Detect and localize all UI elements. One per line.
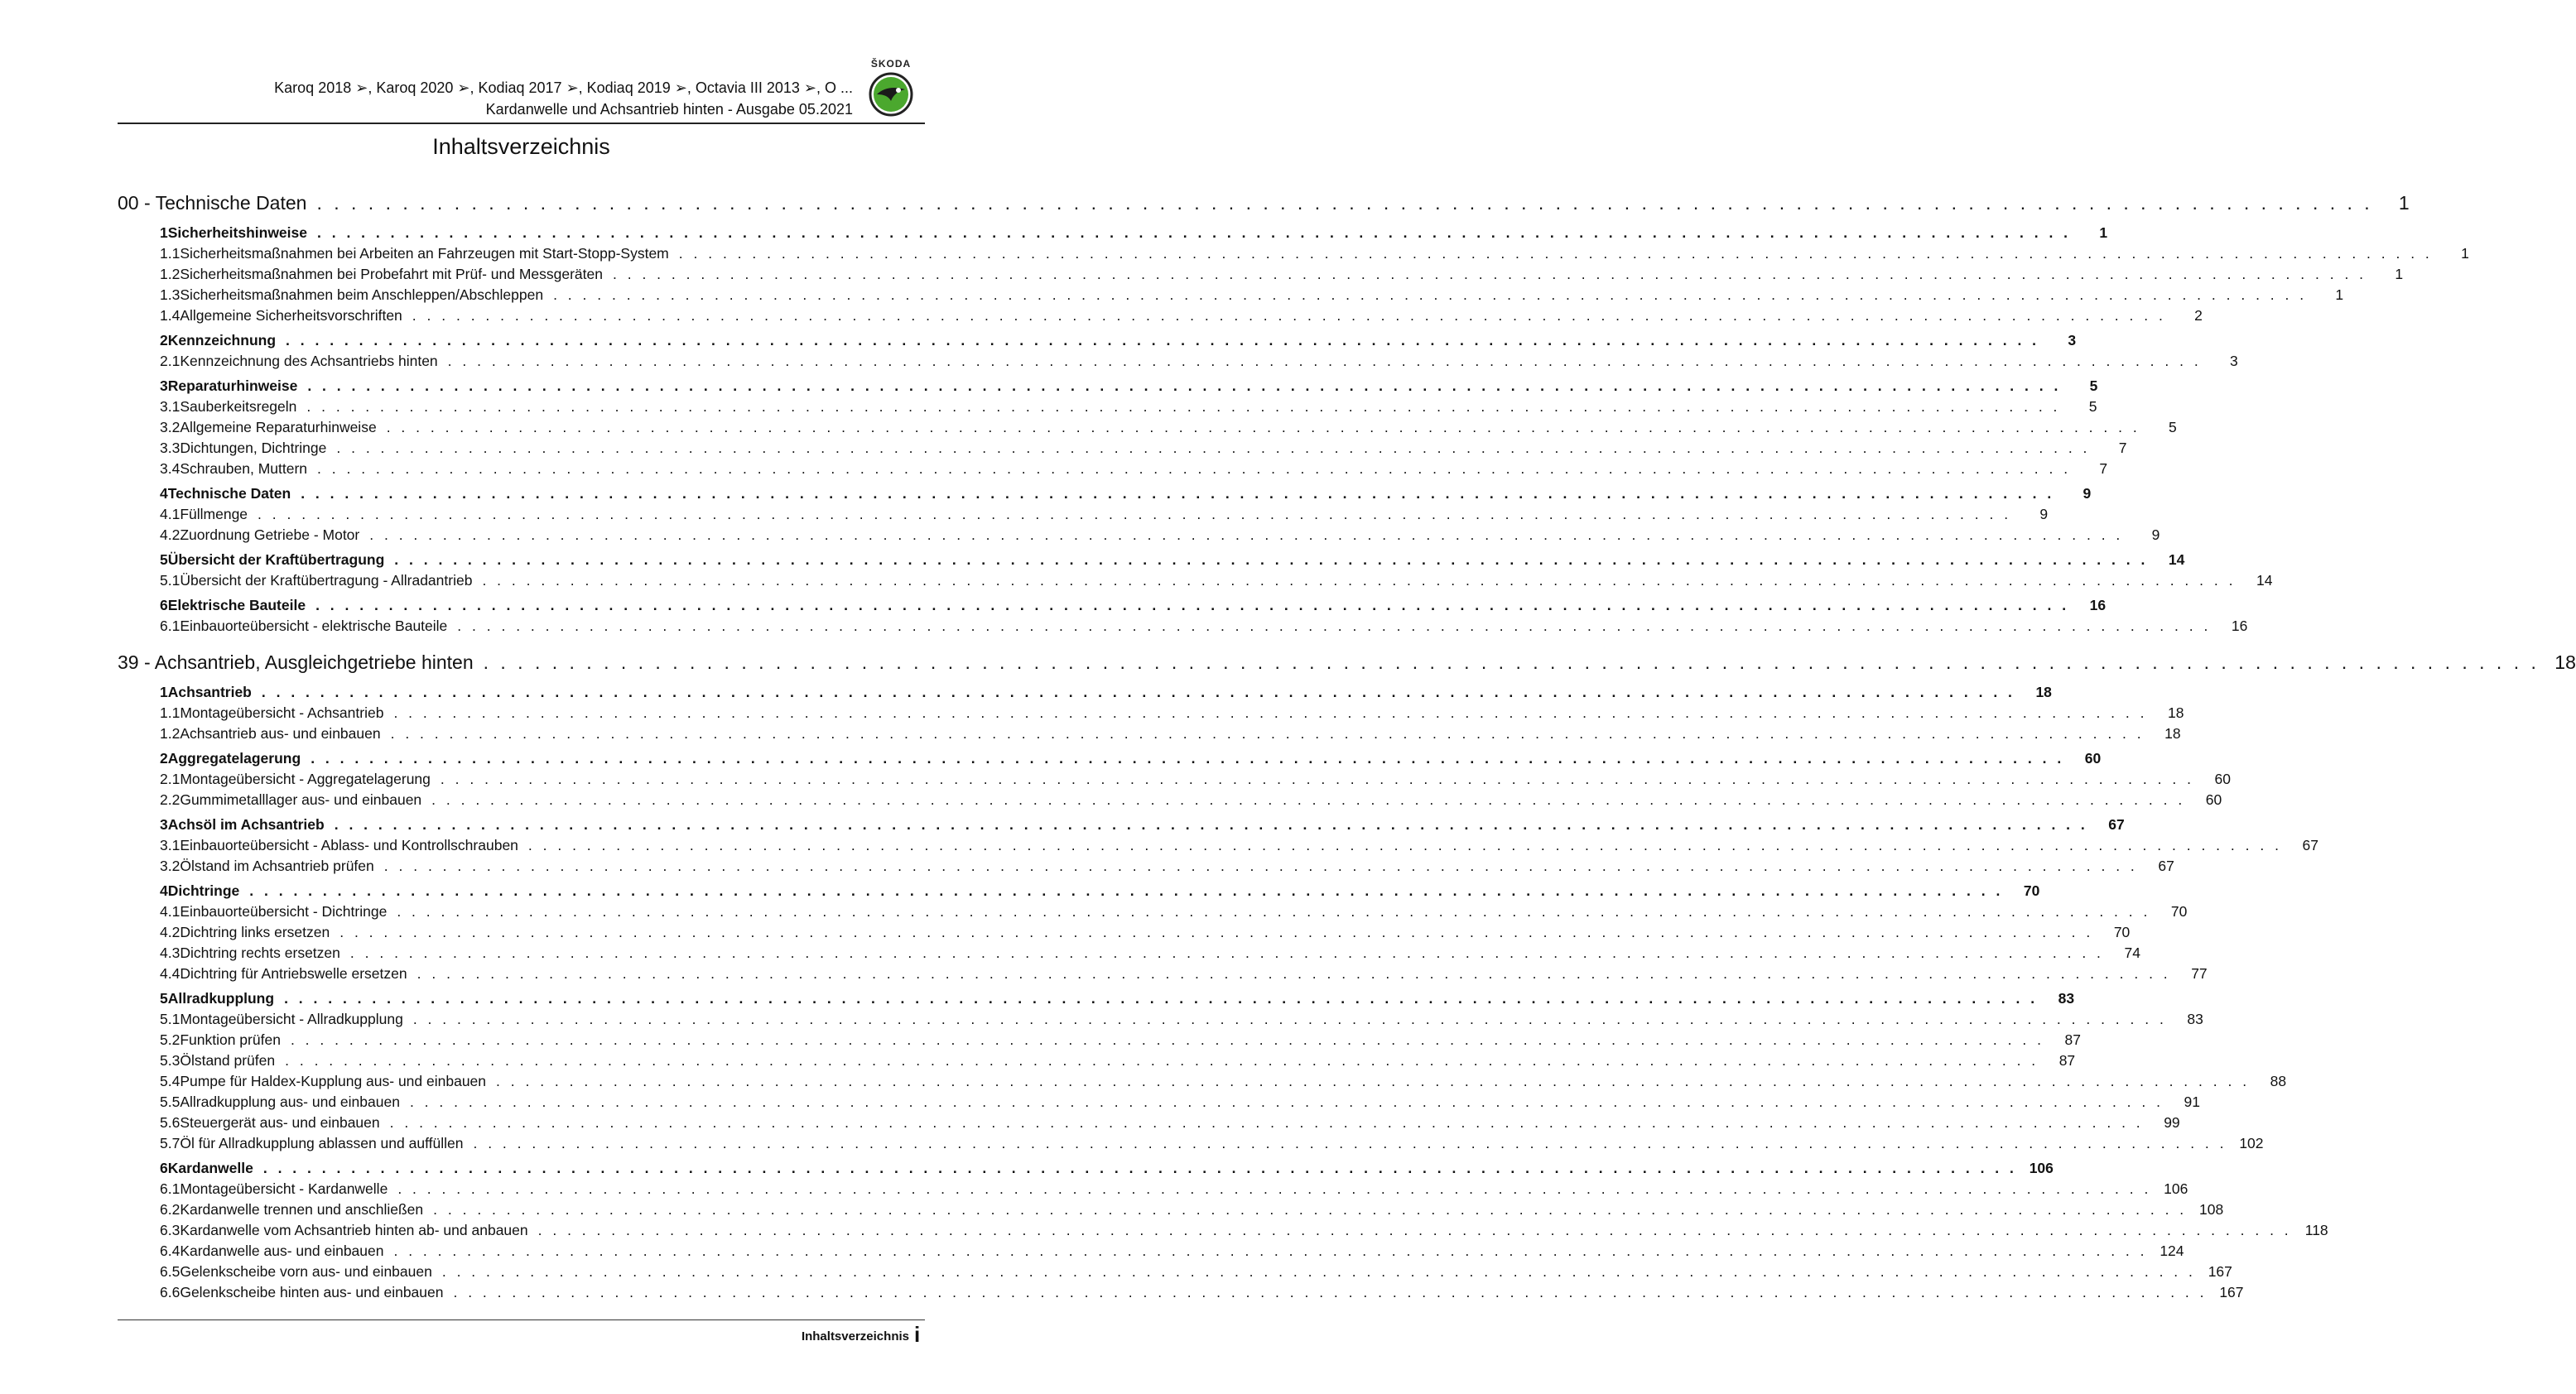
entry-title: Dichtungen, Dichtringe [180, 440, 327, 456]
dot-leader: . . . . . . . . . . . . . . . . . . . . . . . . . . . . . . . . . . . . . . . . . . . . . . . . . . . . . . . . . . . . . . . . . . . . . . . . . . . . . . . . . . . . . . . . . . . . . . . . . . . . . . . . . . . . . . . . . . . . . . . . [441, 1263, 2196, 1280]
toc-entry[interactable] [118, 837, 2318, 858]
toc-entry[interactable] [118, 1114, 2180, 1135]
entry-page: 16 [2089, 597, 2107, 613]
page-title: Inhaltsverzeichnis [432, 134, 610, 159]
entry-title: Dichtring für Antriebswelle ersetzen [180, 965, 407, 982]
entry-page: 60 [2214, 771, 2231, 787]
entry-title: Dichtring rechts ersetzen [180, 945, 340, 961]
toc-chapter[interactable] [118, 651, 2576, 680]
entry-title: Zuordnung Getriebe - Motor [180, 526, 360, 543]
entry-page: 1 [2398, 192, 2410, 214]
dot-leader: . . . . . . . . . . . . . . . . . . . . . . . . . . . . . . . . . . . . . . . . . . . . . . . . . . . . . . . . . . . . . . . . . . . . . . . . . . . . . . . . . . . . . . . . . . . . . . . . . . . . . . . . . . . . . . . . . . . . . . . . [393, 1243, 2148, 1259]
dot-leader: . . . . . . . . . . . . . . . . . . . . . . . . . . . . . . . . . . . . . . . . . . . . . . . . . . . . . . . . . . . . . . . . . . . . . . . . . . . . . . . . . . . . . . . . . . . . . . . . . . . . . . . . . . . . . . . . . . . . . . . . [394, 551, 2149, 568]
entry-title: Schrauben, Muttern [180, 460, 308, 477]
entry-title: Dichtringe [167, 882, 240, 899]
entry-number: 1.2 [160, 725, 181, 742]
entry-title: Kardanwelle trennen und anschließen [180, 1201, 424, 1218]
toc-entry[interactable] [118, 572, 2273, 593]
entry-number: 5.4 [160, 1073, 181, 1089]
entry-page: 70 [2170, 903, 2188, 920]
toc-entry[interactable] [118, 1135, 2264, 1156]
entry-page: 167 [2219, 1284, 2244, 1300]
dot-leader: . . . . . . . . . . . . . . . . . . . . . . . . . . . . . . . . . . . . . . . . . . . . . . . . . . . . . . . . . . . . . . . . . . . . . . . . . . . . . . . . . . . . . . . . . . . . . . . . . . . . . . . . . . . . . . . . . . . . . . . . [290, 1031, 2044, 1048]
entry-page: 124 [2160, 1243, 2184, 1259]
entry-number: 5.1 [160, 572, 181, 589]
entry-number: 6 [160, 1160, 168, 1176]
entry-title: Kardanwelle vom Achsantrieb hinten ab- und anbauen [180, 1222, 528, 1238]
entry-page: 9 [2039, 506, 2049, 522]
entry-page: 167 [2208, 1263, 2232, 1280]
toc-section[interactable] [118, 1160, 2054, 1180]
entry-title: Ölstand prüfen [180, 1052, 276, 1069]
dot-leader: . . . . . . . . . . . . . . . . . . . . . . . . . . . . . . . . . . . . . . . . . . . . . . . . . . . . . . . . . . . . . . . . . . . . . . . . . . . . . . . . . . . . . . . . . . . . . . . . . . . . . . . . . . . . . . . . . . . . . . . . [412, 307, 2166, 324]
toc-entry[interactable] [118, 1073, 2287, 1094]
entry-page: 102 [2239, 1135, 2264, 1151]
dot-leader: . . . . . . . . . . . . . . . . . . . . . . . . . . . . . . . . . . . . . . . . . . . . . . . . . . . . . . . . . . . . . . . . . . . . . . . . . . . . . . . . . . . . . . . . . . . . . . . . . . . . . . . . . . . . . . . . . . . . . . . . [317, 224, 2072, 241]
entry-page: 91 [2184, 1094, 2200, 1110]
entry-page: 88 [2270, 1073, 2287, 1089]
entry-page: 67 [2302, 837, 2318, 853]
toc-entry[interactable] [118, 1284, 2244, 1305]
dot-leader: . . . . . . . . . . . . . . . . . . . . . . . . . . . . . . . . . . . . . . . . . . . . . . . . . . . . . . . . . . . . . . . . . . . . . . . . . . . . . . . . . . . . . . . . . . . . . . . . . . . . . . . . . . . . . . . . . . . . . . . . [416, 965, 2171, 982]
entry-title: Achsantrieb aus- und einbauen [180, 725, 381, 742]
dot-leader: . . . . . . . . . . . . . . . . . . . . . . . . . . . . . . . . . . . . . . . . . . . . . . . . . . . . . . . . . . . . . . . . . . . . . . . . . . . . . . . . . . . . . . . . . . . . . . . . . . . . . . . . . . . . . . . . . . . . . . . . [311, 750, 2065, 767]
toc-section[interactable] [118, 485, 2092, 506]
entry-number: 4.1 [160, 903, 181, 920]
toc-entry[interactable] [118, 704, 2184, 725]
toc-entry[interactable] [118, 924, 2131, 945]
dot-leader: . . . . . . . . . . . . . . . . . . . . . . . . . . . . . . . . . . . . . . . . . . . . . . . . . . . . . . . . . . . . . . . . . . . . . . . . . . . . . . . . . . . . . . . . . . . . . . . . . . . . . . . . . . . . . . . . . . . . . . . . [397, 903, 2151, 920]
entry-number: 1.3 [160, 286, 181, 303]
dot-leader: . . . . . . . . . . . . . . . . . . . . . . . . . . . . . . . . . . . . . . . . . . . . . . . . . . . . . . . . . . . . . . . . . . . . . . . . . . . . . . . . . . . . . . . . . . . . . . . . . . . . . . . . . . . . . . . . . . . . . . . . [386, 419, 2140, 435]
toc-entry[interactable] [118, 398, 2097, 419]
entry-title: Pumpe für Haldex-Kupplung aus- und einbauen [180, 1073, 487, 1089]
dot-leader: . . . . . . . . . . . . . . . . . . . . . . . . . . . . . . . . . . . . . . . . . . . . . . . . . . . . . . . . . . . . . . . . . . . . . . . . . . . . . . . . . . . . . . . . . . . . . . . . . . . . . . . . . . . . . . . . . . . . . . . . [258, 506, 2012, 522]
entry-number: 5.2 [160, 1031, 181, 1048]
footer-rule [118, 1319, 925, 1320]
entry-title: Steuergerät aus- und einbauen [180, 1114, 380, 1131]
dot-leader: . . . . . . . . . . . . . . . . . . . . . . . . . . . . . . . . . . . . . . . . . . . . . . . . . . . . . . . . . . . . . . . . . . . . . . . . . . . . . . . . . . . . . . . . . . . . . . . . . . . . . . . . . . . . . . . . . . . . . . . . [613, 266, 2367, 282]
toc-section[interactable] [118, 750, 2102, 771]
entry-number: 6.1 [160, 1180, 181, 1197]
entry-title: Montageübersicht - Achsantrieb [180, 704, 384, 721]
dot-leader: . . . . . . . . . . . . . . . . . . . . . . . . . . . . . . . . . . . . . . . . . . . . . . . . . . . . . . . . . . . . . . . . . . . . . . . . . . . . . . . . . . . . . . . . . . . . . . . . . . . . . . . . . . . . . . . . . . . . . . . . [496, 1073, 2251, 1089]
dot-leader: . . . . . . . . . . . . . . . . . . . . . . . . . . . . . . . . . . . . . . . . . . . . . . . . . . . . . . . . . . . . . . . . . . . . . . . . . . . . . . . . . . . . . . . . . . . . . . . . . . . . . . . . . . . . . . . . . . . . . . . . [336, 440, 2091, 456]
entry-title: Sicherheitsmaßnahmen bei Arbeiten an Fahrzeugen mit Start-Stopp-System [180, 245, 669, 262]
dot-leader: . . . . . . . . . . . . . . . . . . . . . . . . . . . . . . . . . . . . . . . . . . . . . . . . . . . . . . . . . . . . . . . . . . . . . . . . . . . . . . . . . . . . . . . . . . . . . . . . . . . . . . . . . . . . . . . . . . . . . . . . [383, 858, 2138, 874]
toc-entry[interactable] [118, 1180, 2188, 1201]
entry-number: 4 [160, 882, 168, 899]
entry-number: 1.2 [160, 266, 181, 282]
toc-entry[interactable] [118, 1201, 2224, 1222]
dot-leader: . . . . . . . . . . . . . . . . . . . . . . . . . . . . . . . . . . . . . . . . . . . . . . . . . . . . . . . . . . . . . . . . . . . . . . . . . . . . . . . . . . . . . . . . . . . . . . . . . . . . . . . . . . . . . . . . . . . . . . . . [390, 725, 2145, 742]
entry-title: Kennzeichnung [167, 332, 277, 348]
entry-page: 67 [2108, 816, 2125, 833]
entry-page: 60 [2084, 750, 2102, 767]
entry-number: 6.1 [160, 618, 181, 634]
entry-page: 3 [2229, 353, 2238, 369]
entry-number: 6.5 [160, 1263, 181, 1280]
entry-page: 9 [2082, 485, 2092, 502]
entry-title: Achsöl im Achsantrieb [167, 816, 325, 833]
entry-title: Allgemeine Sicherheitsvorschriften [180, 307, 402, 324]
entry-title: Montageübersicht - Allradkupplung [180, 1011, 403, 1027]
toc-entry[interactable] [118, 1094, 2200, 1114]
brand-name: ŠKODA [870, 58, 912, 70]
dot-leader: . . . . . . . . . . . . . . . . . . . . . . . . . . . . . . . . . . . . . . . . . . . . . . . . . . . . . . . . . . . . . . . . . . . . . . . . . . . . . . . . . . . . . . . . . . . . . . . . . . . . . . . . . . . . . . . . . . . . . . . . [678, 245, 2433, 262]
dot-leader: . . . . . . . . . . . . . . . . . . . . . . . . . . . . . . . . . . . . . . . . . . . . . . . . . . . . . . . . . . . . . . . . . . . . . . . . . . . . . . . . . . . . . . . . . . . . . . . . . . . . . . . . . . . . . . . . . . . . . . . . [306, 398, 2061, 415]
dot-leader: . . . . . . . . . . . . . . . . . . . . . . . . . . . . . . . . . . . . . . . . . . . . . . . . . . . . . . . . . . . . . . . . . . . . . . . . . . . . . . . . . . . . . . . . . . . . . . . . . . . . . . . . . . . . . . . . . . . . . . . . [339, 924, 2094, 940]
entry-title: Öl für Allradkupplung ablassen und auffüllen [180, 1135, 464, 1151]
entry-title: Allradkupplung [167, 990, 275, 1007]
toc-entry[interactable] [118, 1263, 2232, 1284]
entry-page: 14 [2168, 551, 2185, 568]
toc-entry[interactable] [118, 506, 2049, 526]
entry-title: Sicherheitsmaßnahmen bei Probefahrt mit Prüf- und Messgeräten [180, 266, 603, 282]
skoda-wing-icon [864, 70, 918, 118]
toc-entry[interactable] [118, 307, 2203, 328]
dot-leader: . . . . . . . . . . . . . . . . . . . . . . . . . . . . . . . . . . . . . . . . . . . . . . . . . . . . . . . . . . . . . . . . . . . . . . . . . . . . . . . . . . . . . . . . . . . . . . . . . . . . . . . . . . . . . . . . . . . . . . . . [447, 353, 2202, 369]
entry-page: 67 [2158, 858, 2174, 874]
entry-number: 6.2 [160, 1201, 181, 1218]
toc-entry[interactable] [118, 1052, 2076, 1073]
dot-leader: . . . . . . . . . . . . . . . . . . . . . . . . . . . . . . . . . . . . . . . . . . . . . . . . . . . . . . . . . . . . . . . . . . . . . . . . . . . . . . . . . . . . . . . . . . . . . . . . . . . . . . . . . . . . . . . . . . . . . . . . [334, 816, 2088, 833]
entry-page: 5 [2169, 419, 2177, 435]
dot-leader: . . . . . . . . . . . . . . . . . . . . . . . . . . . . . . . . . . . . . . . . . . . . . . . . . . . . . . . . . . . . . . . . . . . . . . . . . . . . . . . . . . . . . . . . . . . . . . . . . . . . . . . . . . . . . . . . . . . . . . . . [316, 192, 2373, 214]
entry-title: Sicherheitshinweise [167, 224, 307, 241]
entry-number: 1.4 [160, 307, 181, 324]
toc-entry[interactable] [118, 526, 2160, 547]
entry-number: 5.3 [160, 1052, 181, 1069]
entry-number: 3.4 [160, 460, 181, 477]
dot-leader: . . . . . . . . . . . . . . . . . . . . . . . . . . . . . . . . . . . . . . . . . . . . . . . . . . . . . . . . . . . . . . . . . . . . . . . . . . . . . . . . . . . . . . . . . . . . . . . . . . . . . . . . . . . . . . . . . . . . . . . . [453, 1284, 2208, 1300]
toc-entry[interactable] [118, 965, 2208, 986]
entry-title: Gelenkscheibe vorn aus- und einbauen [180, 1263, 432, 1280]
entry-number: 4.4 [160, 965, 181, 982]
entry-page: 87 [2058, 1052, 2076, 1069]
toc-section[interactable] [118, 224, 2108, 245]
toc-entry[interactable] [118, 945, 2140, 965]
toc-entry[interactable] [118, 1011, 2203, 1031]
dot-leader: . . . . . . . . . . . . . . . . . . . . . . . . . . . . . . . . . . . . . . . . . . . . . . . . . . . . . . . . . . . . . . . . . . . . . . . . . . . . . . . . . . . . . . . . . . . . . . . . . . . . . . . . . . . . . . . . . . . . . . . . [315, 597, 2070, 613]
dot-leader: . . . . . . . . . . . . . . . . . . . . . . . . . . . . . . . . . . . . . . . . . . . . . . . . . . . . . . . . . . . . . . . . . . . . . . . . . . . . . . . . . . . . . . . . . . . . . . . . . . . . . . . . . . . . . . . . . . . . . . . . [412, 1011, 2167, 1027]
entry-title: Gelenkscheibe hinten aus- und einbauen [180, 1284, 444, 1300]
entry-page: 108 [2198, 1201, 2224, 1218]
entry-title: Kennzeichnung des Achsantriebs hinten [180, 353, 438, 369]
entry-page: 87 [2064, 1031, 2081, 1048]
entry-title: Ölstand im Achsantrieb prüfen [180, 858, 374, 874]
dot-leader: . . . . . . . . . . . . . . . . . . . . . . . . . . . . . . . . . . . . . . . . . . . . . . . . . . . . . . . . . . . . . . . . . . . . . . . . . . . . . . . . . . . . . . . . . . . . . . . . . . . . . . . . . . . . . . . . . . . . . . . . [393, 704, 2148, 721]
entry-page: 70 [2113, 924, 2131, 940]
entry-title: Einbauorteübersicht - elektrische Bauteile [180, 618, 448, 634]
entry-number: 6.3 [160, 1222, 181, 1238]
entry-page: 1 [2395, 266, 2404, 282]
entry-title: Achsantrieb [167, 684, 252, 700]
entry-number: 4.2 [160, 924, 181, 940]
entry-title: Aggregatelagerung [167, 750, 301, 767]
toc-entry[interactable] [118, 266, 2404, 286]
toc-section[interactable] [118, 597, 2107, 618]
toc-entry[interactable] [118, 903, 2188, 924]
entry-number: 5.1 [160, 1011, 181, 1027]
dot-leader: . . . . . . . . . . . . . . . . . . . . . . . . . . . . . . . . . . . . . . . . . . . . . . . . . . . . . . . . . . . . . . . . . . . . . . . . . . . . . . . . . . . . . . . . . . . . . . . . . . . . . . . . . . . . . . . . . . . . . . . . [397, 1180, 2152, 1197]
entry-title: Einbauorteübersicht - Ablass- und Kontrollschrauben [180, 837, 518, 853]
footer-label: Inhaltsverzeichnis [801, 1329, 909, 1344]
entry-page: 7 [2118, 440, 2127, 456]
toc-chapter[interactable] [118, 192, 2410, 220]
entry-number: 3.1 [160, 837, 181, 853]
entry-title: Allradkupplung aus- und einbauen [180, 1094, 400, 1110]
entry-title: Sicherheitsmaßnahmen beim Anschleppen/Abschleppen [180, 286, 544, 303]
dot-leader: . . . . . . . . . . . . . . . . . . . . . . . . . . . . . . . . . . . . . . . . . . . . . . . . . . . . . . . . . . . . . . . . . . . . . . . . . . . . . . . . . . . . . . . . . . . . . . . . . . . . . . . . . . . . . . . . . . . . . . . . [249, 882, 2004, 899]
header-subtitle: Kardanwelle und Achsantrieb hinten - Ausgabe 05.2021 [485, 101, 853, 118]
entry-number: 3.2 [160, 858, 181, 874]
dot-leader: . . . . . . . . . . . . . . . . . . . . . . . . . . . . . . . . . . . . . . . . . . . . . . . . . . . . . . . . . . . . . . . . . . . . . . . . . . . . . . . . . . . . . . . . . . . . . . . . . . . . . . . . . . . . . . . . . . . . . . . . [527, 837, 2282, 853]
entry-number: 3.1 [160, 398, 181, 415]
entry-number: 4.1 [160, 506, 181, 522]
toc-entry[interactable] [118, 725, 2181, 746]
entry-number: 1 [160, 224, 168, 241]
toc-entry[interactable] [118, 460, 2108, 481]
entry-number: 2 [160, 332, 168, 348]
toc-section[interactable] [118, 684, 2052, 704]
entry-title: Übersicht der Kraftübertragung - Allradantrieb [180, 572, 473, 589]
entry-page: 1 [2335, 286, 2344, 303]
entry-number: 3.3 [160, 440, 181, 456]
dot-leader: . . . . . . . . . . . . . . . . . . . . . . . . . . . . . . . . . . . . . . . . . . . . . . . . . . . . . . . . . . . . . . . . . . . . . . . . . . . . . . . . . . . . . . . . . . . . . . . . . . . . . . . . . . . . . . . . . . . . . . . . [285, 1052, 2039, 1069]
entry-page: 16 [2231, 618, 2248, 634]
dot-leader: . . . . . . . . . . . . . . . . . . . . . . . . . . . . . . . . . . . . . . . . . . . . . . . . . . . . . . . . . . . . . . . . . . . . . . . . . . . . . . . . . . . . . . . . . . . . . . . . . . . . . . . . . . . . . . . . . . . . . . . . [483, 651, 2540, 673]
entry-page: 77 [2191, 965, 2208, 982]
toc-section[interactable] [118, 377, 2098, 398]
entry-number: 5.5 [160, 1094, 181, 1110]
dot-leader: . . . . . . . . . . . . . . . . . . . . . . . . . . . . . . . . . . . . . . . . . . . . . . . . . . . . . . . . . . . . . . . . . . . . . . . . . . . . . . . . . . . . . . . . . . . . . . . . . . . . . . . . . . . . . . . . . . . . . . . . [262, 1160, 2017, 1176]
entry-number: 3 [160, 816, 168, 833]
entry-title: Füllmenge [180, 506, 248, 522]
toc-section[interactable] [118, 332, 2077, 353]
entry-number: 6.6 [160, 1284, 181, 1300]
entry-title: Sauberkeitsregeln [180, 398, 297, 415]
toc-section[interactable] [118, 882, 2040, 903]
footer-page-number: i [914, 1322, 921, 1347]
entry-page: 60 [2205, 791, 2222, 808]
toc-entry[interactable] [118, 1031, 2081, 1052]
entry-number: 3.2 [160, 419, 181, 435]
entry-number: 4 [160, 485, 168, 502]
entry-number: 2.2 [160, 791, 181, 808]
entry-title: Übersicht der Kraftübertragung [167, 551, 385, 568]
entry-title: Reparaturhinweise [167, 377, 298, 394]
entry-page: 83 [2187, 1011, 2203, 1027]
entry-title: 39 - Achsantrieb, Ausgleichgetriebe hinten [118, 651, 474, 673]
dot-leader: . . . . . . . . . . . . . . . . . . . . . . . . . . . . . . . . . . . . . . . . . . . . . . . . . . . . . . . . . . . . . . . . . . . . . . . . . . . . . . . . . . . . . . . . . . . . . . . . . . . . . . . . . . . . . . . . . . . . . . . . [537, 1222, 2292, 1238]
toc-entry[interactable] [118, 419, 2177, 440]
entry-number: 5.6 [160, 1114, 181, 1131]
entry-title: Einbauorteübersicht - Dichtringe [180, 903, 388, 920]
entry-page: 18 [2164, 725, 2181, 742]
entry-number: 1 [160, 684, 168, 700]
entry-number: 5 [160, 990, 168, 1007]
entry-title: Montageübersicht - Kardanwelle [180, 1180, 388, 1197]
toc-entry[interactable] [118, 791, 2222, 812]
entry-number: 2.1 [160, 353, 181, 369]
toc-section[interactable] [118, 990, 2075, 1011]
dot-leader: . . . . . . . . . . . . . . . . . . . . . . . . . . . . . . . . . . . . . . . . . . . . . . . . . . . . . . . . . . . . . . . . . . . . . . . . . . . . . . . . . . . . . . . . . . . . . . . . . . . . . . . . . . . . . . . . . . . . . . . . [317, 460, 2072, 477]
dot-leader: . . . . . . . . . . . . . . . . . . . . . . . . . . . . . . . . . . . . . . . . . . . . . . . . . . . . . . . . . . . . . . . . . . . . . . . . . . . . . . . . . . . . . . . . . . . . . . . . . . . . . . . . . . . . . . . . . . . . . . . . [473, 1135, 2227, 1151]
entry-page: 99 [2164, 1114, 2180, 1131]
entry-number: 2.1 [160, 771, 181, 787]
entry-number: 1.1 [160, 704, 181, 721]
entry-page: 2 [2194, 307, 2203, 324]
entry-page: 83 [2058, 990, 2075, 1007]
entry-title: Montageübersicht - Aggregatelagerung [180, 771, 431, 787]
dot-leader: . . . . . . . . . . . . . . . . . . . . . . . . . . . . . . . . . . . . . . . . . . . . . . . . . . . . . . . . . . . . . . . . . . . . . . . . . . . . . . . . . . . . . . . . . . . . . . . . . . . . . . . . . . . . . . . . . . . . . . . . [409, 1094, 2164, 1110]
dot-leader: . . . . . . . . . . . . . . . . . . . . . . . . . . . . . . . . . . . . . . . . . . . . . . . . . . . . . . . . . . . . . . . . . . . . . . . . . . . . . . . . . . . . . . . . . . . . . . . . . . . . . . . . . . . . . . . . . . . . . . . . [457, 618, 2212, 634]
toc-entry[interactable] [118, 286, 2344, 307]
entry-page: 106 [2029, 1160, 2054, 1176]
toc-entry[interactable] [118, 858, 2174, 878]
entry-title: Technische Daten [167, 485, 291, 502]
dot-leader: . . . . . . . . . . . . . . . . . . . . . . . . . . . . . . . . . . . . . . . . . . . . . . . . . . . . . . . . . . . . . . . . . . . . . . . . . . . . . . . . . . . . . . . . . . . . . . . . . . . . . . . . . . . . . . . . . . . . . . . . [389, 1114, 2144, 1131]
entry-title: Funktion prüfen [180, 1031, 281, 1048]
entry-page: 1 [2099, 224, 2108, 241]
entry-page: 14 [2256, 572, 2273, 589]
dot-leader: . . . . . . . . . . . . . . . . . . . . . . . . . . . . . . . . . . . . . . . . . . . . . . . . . . . . . . . . . . . . . . . . . . . . . . . . . . . . . . . . . . . . . . . . . . . . . . . . . . . . . . . . . . . . . . . . . . . . . . . . [369, 526, 2124, 543]
dot-leader: . . . . . . . . . . . . . . . . . . . . . . . . . . . . . . . . . . . . . . . . . . . . . . . . . . . . . . . . . . . . . . . . . . . . . . . . . . . . . . . . . . . . . . . . . . . . . . . . . . . . . . . . . . . . . . . . . . . . . . . . [440, 771, 2194, 787]
entry-title: Elektrische Bauteile [167, 597, 306, 613]
toc-entry[interactable] [118, 1222, 2328, 1243]
dot-leader: . . . . . . . . . . . . . . . . . . . . . . . . . . . . . . . . . . . . . . . . . . . . . . . . . . . . . . . . . . . . . . . . . . . . . . . . . . . . . . . . . . . . . . . . . . . . . . . . . . . . . . . . . . . . . . . . . . . . . . . . [349, 945, 2104, 961]
entry-number: 6 [160, 597, 168, 613]
entry-page: 3 [2068, 332, 2077, 348]
toc-entry[interactable] [118, 245, 2469, 266]
table-of-contents [118, 187, 2576, 1305]
entry-number: 5.7 [160, 1135, 181, 1151]
dot-leader: . . . . . . . . . . . . . . . . . . . . . . . . . . . . . . . . . . . . . . . . . . . . . . . . . . . . . . . . . . . . . . . . . . . . . . . . . . . . . . . . . . . . . . . . . . . . . . . . . . . . . . . . . . . . . . . . . . . . . . . . [431, 791, 2186, 808]
entry-page: 118 [2304, 1222, 2328, 1238]
dot-leader: . . . . . . . . . . . . . . . . . . . . . . . . . . . . . . . . . . . . . . . . . . . . . . . . . . . . . . . . . . . . . . . . . . . . . . . . . . . . . . . . . . . . . . . . . . . . . . . . . . . . . . . . . . . . . . . . . . . . . . . . [284, 990, 2039, 1007]
dot-leader: . . . . . . . . . . . . . . . . . . . . . . . . . . . . . . . . . . . . . . . . . . . . . . . . . . . . . . . . . . . . . . . . . . . . . . . . . . . . . . . . . . . . . . . . . . . . . . . . . . . . . . . . . . . . . . . . . . . . . . . . [553, 286, 2308, 303]
entry-page: 9 [2151, 526, 2160, 543]
chapter-gap [118, 638, 925, 647]
skoda-logo [864, 58, 918, 119]
toc-entry[interactable] [118, 440, 2127, 460]
entry-title: Dichtring links ersetzen [180, 924, 330, 940]
dot-leader: . . . . . . . . . . . . . . . . . . . . . . . . . . . . . . . . . . . . . . . . . . . . . . . . . . . . . . . . . . . . . . . . . . . . . . . . . . . . . . . . . . . . . . . . . . . . . . . . . . . . . . . . . . . . . . . . . . . . . . . . [301, 485, 2055, 502]
entry-title: Allgemeine Reparaturhinweise [180, 419, 377, 435]
toc-entry[interactable] [118, 353, 2238, 373]
header-rule [118, 123, 925, 124]
entry-page: 18 [2168, 704, 2184, 721]
entry-number: 4.3 [160, 945, 181, 961]
entry-page: 70 [2023, 882, 2040, 899]
header-models: Karoq 2018 ➢, Karoq 2020 ➢, Kodiaq 2017 ➢, Kodiaq 2019 ➢, Octavia III 2013 ➢, O ... [274, 79, 853, 96]
dot-leader: . . . . . . . . . . . . . . . . . . . . . . . . . . . . . . . . . . . . . . . . . . . . . . . . . . . . . . . . . . . . . . . . . . . . . . . . . . . . . . . . . . . . . . . . . . . . . . . . . . . . . . . . . . . . . . . . . . . . . . . . [261, 684, 2015, 700]
toc-section[interactable] [118, 816, 2125, 837]
dot-leader: . . . . . . . . . . . . . . . . . . . . . . . . . . . . . . . . . . . . . . . . . . . . . . . . . . . . . . . . . . . . . . . . . . . . . . . . . . . . . . . . . . . . . . . . . . . . . . . . . . . . . . . . . . . . . . . . . . . . . . . . [307, 377, 2062, 394]
entry-number: 2 [160, 750, 168, 767]
entry-page: 5 [2088, 398, 2097, 415]
entry-page: 106 [2164, 1180, 2188, 1197]
entry-title: Kardanwelle [167, 1160, 253, 1176]
entry-page: 1 [2461, 245, 2469, 262]
entry-number: 1.1 [160, 245, 181, 262]
entry-number: 4.2 [160, 526, 181, 543]
entry-title: 00 - Technische Daten [118, 192, 307, 214]
entry-title: Gummimetalllager aus- und einbauen [180, 791, 422, 808]
toc-entry[interactable] [118, 771, 2231, 791]
entry-title: Kardanwelle aus- und einbauen [180, 1243, 384, 1259]
entry-page: 18 [2035, 684, 2052, 700]
entry-page: 5 [2089, 377, 2098, 394]
dot-leader: . . . . . . . . . . . . . . . . . . . . . . . . . . . . . . . . . . . . . . . . . . . . . . . . . . . . . . . . . . . . . . . . . . . . . . . . . . . . . . . . . . . . . . . . . . . . . . . . . . . . . . . . . . . . . . . . . . . . . . . . [482, 572, 2237, 589]
dot-leader: . . . . . . . . . . . . . . . . . . . . . . . . . . . . . . . . . . . . . . . . . . . . . . . . . . . . . . . . . . . . . . . . . . . . . . . . . . . . . . . . . . . . . . . . . . . . . . . . . . . . . . . . . . . . . . . . . . . . . . . . [433, 1201, 2188, 1218]
dot-leader: . . . . . . . . . . . . . . . . . . . . . . . . . . . . . . . . . . . . . . . . . . . . . . . . . . . . . . . . . . . . . . . . . . . . . . . . . . . . . . . . . . . . . . . . . . . . . . . . . . . . . . . . . . . . . . . . . . . . . . . . [286, 332, 2040, 348]
entry-page: 18 [2554, 651, 2576, 673]
entry-page: 74 [2124, 945, 2140, 961]
entry-number: 3 [160, 377, 168, 394]
toc-entry[interactable] [118, 618, 2248, 638]
entry-number: 6.4 [160, 1243, 181, 1259]
entry-number: 5 [160, 551, 168, 568]
toc-entry[interactable] [118, 1243, 2184, 1263]
entry-page: 7 [2099, 460, 2108, 477]
toc-section[interactable] [118, 551, 2185, 572]
